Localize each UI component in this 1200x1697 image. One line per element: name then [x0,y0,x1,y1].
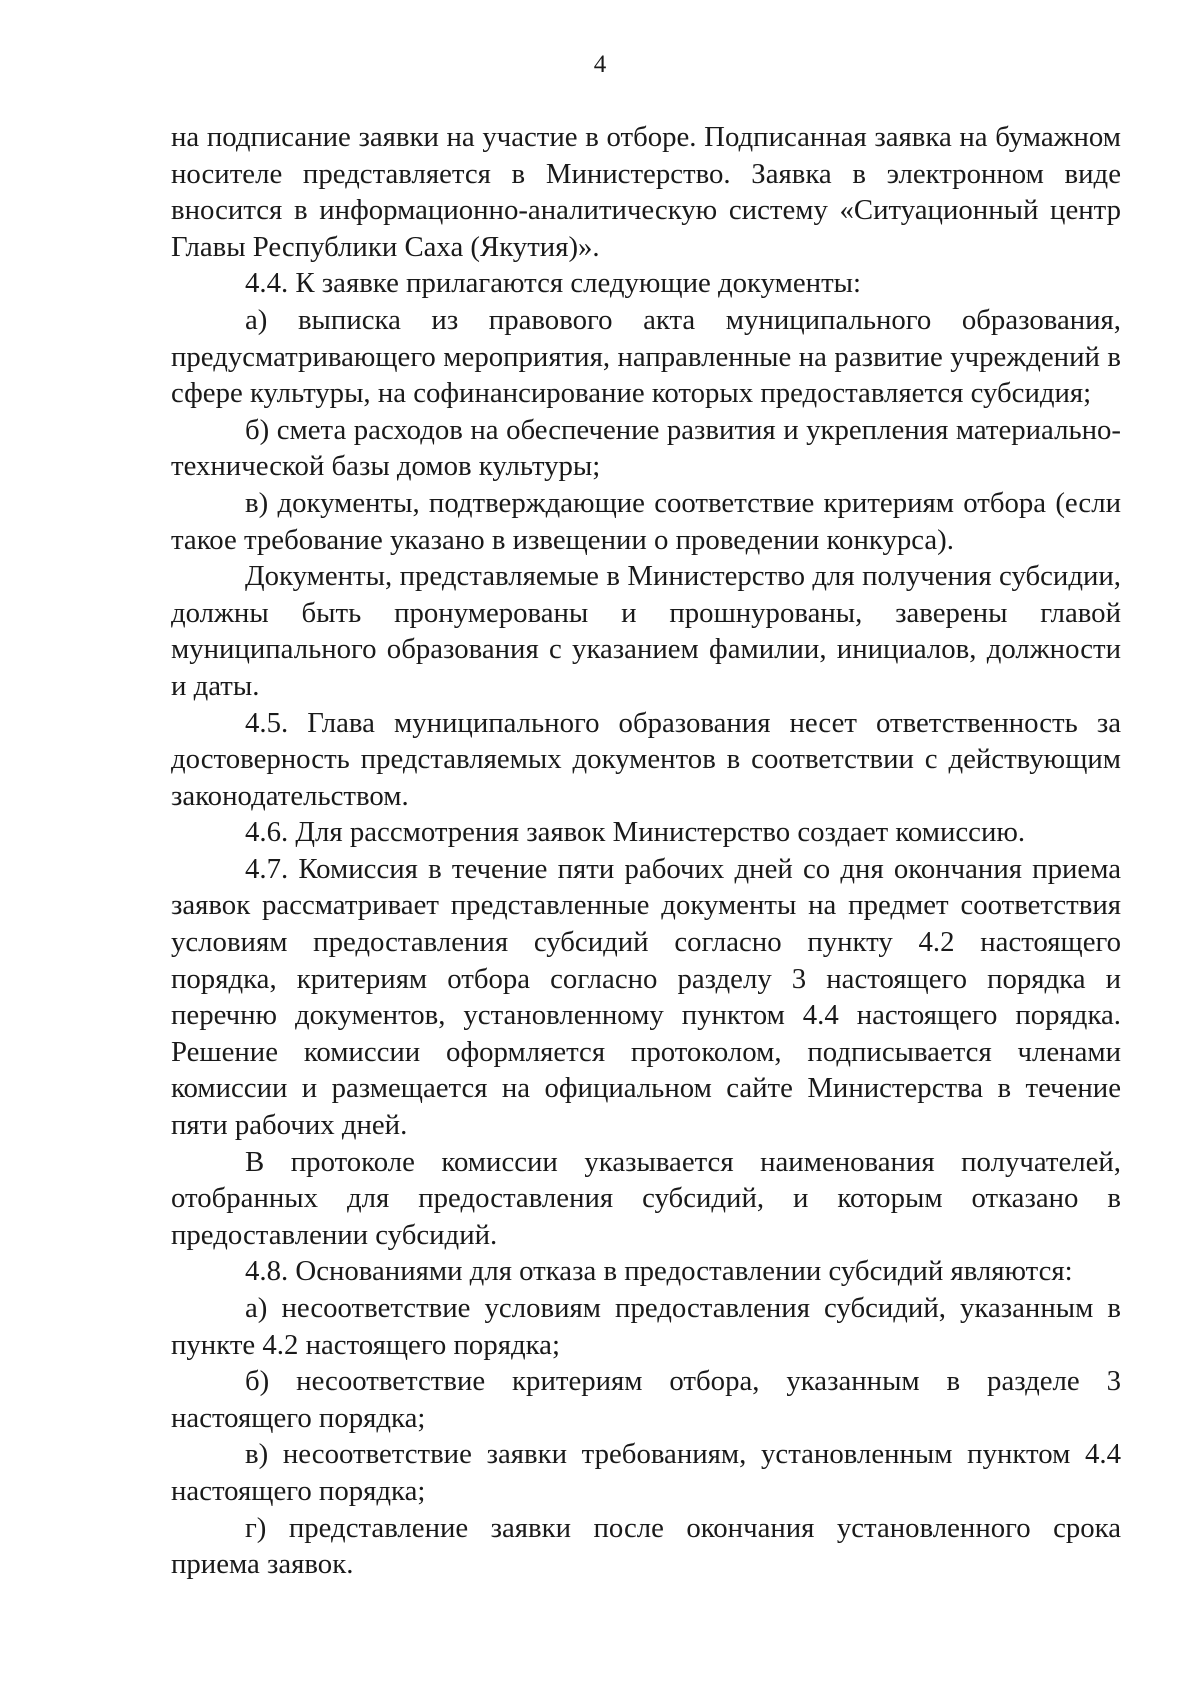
paragraph-protocol: В протоколе комиссии указывается наименования получателей, отобранных для предоставления субсидий, и которым отказано в предоставлении субсидий. [171,1145,1121,1251]
paragraph-4-8-v: в) несоответствие заявки требованиям, установленным пунктом 4.4 настоящего порядка; [171,1438,1121,1507]
paragraph-4-7: 4.7. Комиссия в течение пяти рабочих дней со дня окончания приема заявок рассматривает представленные документы на предмет соответствия условиям предоставления субсидий согласно пункту 4.2 настоящего порядка, критериям отбора согласно разделу 3 настоящего порядка и перечню документов, установленному пунктом 4.4 настоящего порядка. Решение комиссии оформляется протоколом, подписывается членами комиссии и размещается на официальном сайте Министерства в течение пяти рабочих дней. [171,852,1121,1142]
paragraph-4-8-g: г) представление заявки после окончания установленного срока приема заявок. [171,1511,1121,1581]
paragraph-4-8-a: а) несоответствие условиям предоставления субсидий, указанным в пункте 4.2 настоящего порядка; [171,1292,1121,1361]
paragraph-4-4-b: б) смета расходов на обеспечение развития и укрепления материально-технической базы домов культуры; [171,413,1121,483]
paragraph-4-4-v: в) документы, подтверждающие соответствие критериям отбора (если такое требование указано в извещении о проведении конкурса). [171,486,1121,556]
paragraph-4-8-b: б) несоответствие критериям отбора, указанным в разделе 3 настоящего порядка; [171,1365,1121,1434]
paragraph-4-4: 4.4. К заявке прилагаются следующие документы: [245,267,861,300]
page-number: 4 [593,51,607,78]
paragraph-documents: Документы, представляемые в Министерство для получения субсидии, должны быть пронумерованы и прошнурованы, заверены главой муниципального образования с указанием фамилии, инициалов, должности и даты. [171,560,1121,702]
paragraph-4-5: 4.5. Глава муниципального образования несет ответственность за достоверность представляемых документов в соответствии с действующим законодательством. [171,706,1121,812]
paragraph-continuation: на подписание заявки на участие в отборе. Подписанная заявка на бумажном носителе представляется в Министерство. Заявка в электронном виде вносится в информационно-аналитическую систему «Ситуационный центр Главы Республики Саха (Якутия)». [171,121,1121,263]
document-body [171,119,1121,1583]
paragraph-4-6: 4.6. Для рассмотрения заявок Министерство создает комиссию. [245,816,1026,849]
paragraph-4-8: 4.8. Основаниями для отказа в предоставлении субсидий являются: [245,1255,1073,1288]
paragraph-4-4-a: а) выписка из правового акта муниципального образования, предусматривающего мероприятия, направленные на развитие учреждений в сфере культуры, на софинансирование которых предоставляется субсидия; [171,303,1121,410]
